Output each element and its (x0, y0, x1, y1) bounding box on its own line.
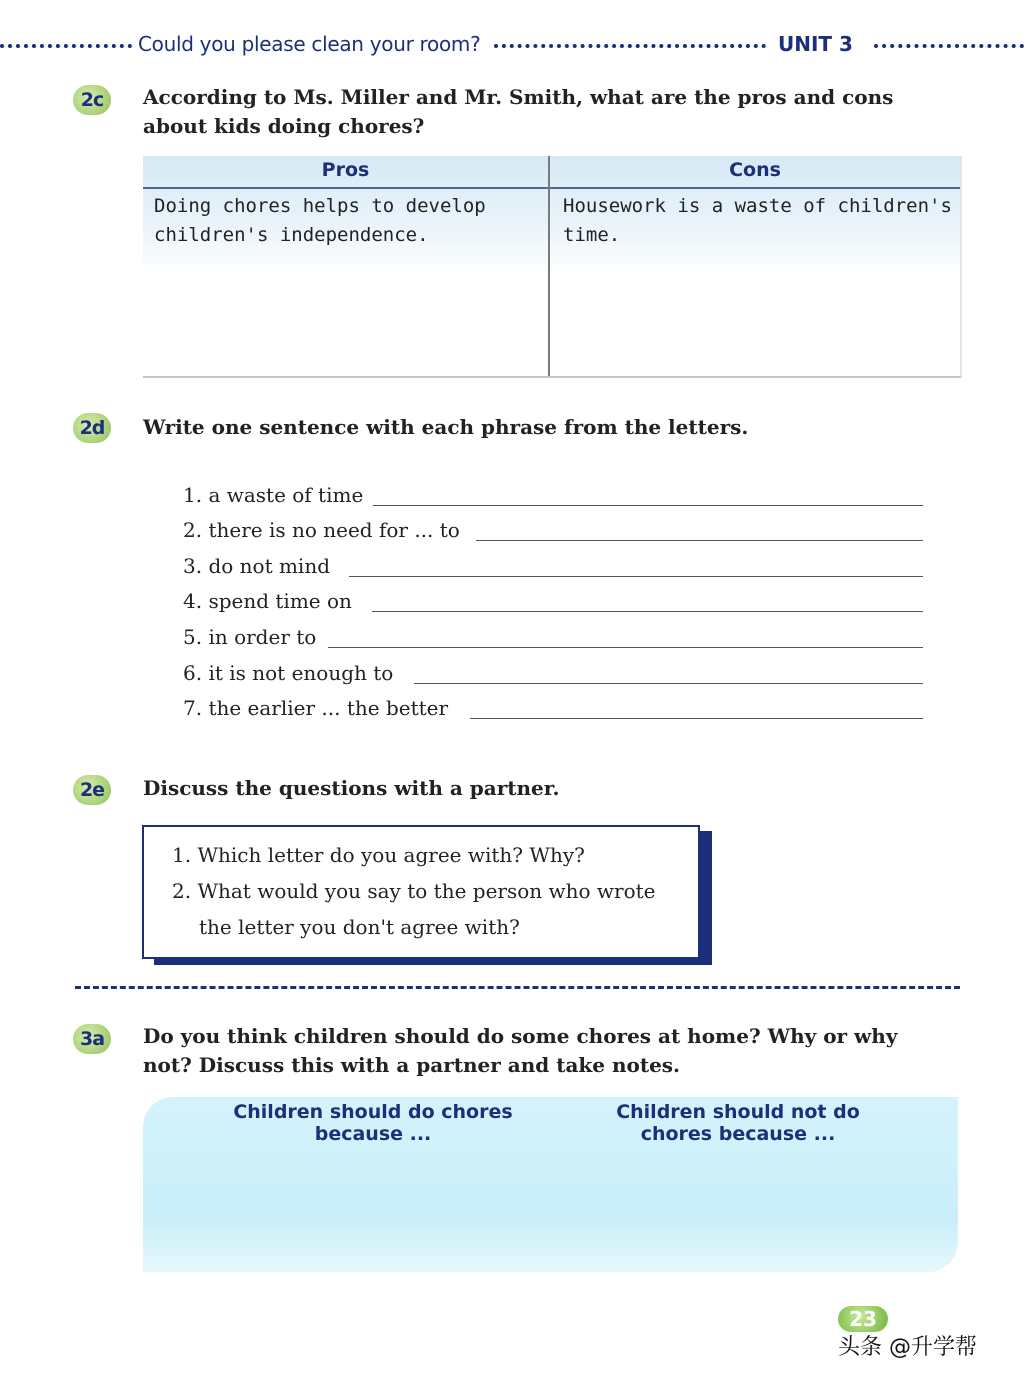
instruction-2c (143, 83, 893, 141)
header-dots-right (874, 44, 1024, 48)
cons-line1: Housework is a waste of children's (563, 195, 952, 217)
phrase-item-1: 1. a waste of time (183, 483, 364, 507)
answer-line-6[interactable] (414, 683, 923, 684)
answer-line-1[interactable] (373, 505, 923, 506)
notes-head-should (183, 1101, 563, 1145)
answer-line-4[interactable] (372, 611, 923, 612)
notes-head-should-line1: Children should do chores (233, 1101, 513, 1123)
answer-line-2[interactable] (476, 540, 923, 541)
cons-line2: time. (563, 224, 621, 246)
instruction-2e: Discuss the questions with a partner. (143, 776, 560, 800)
question-2-line1: 2. What would you say to the person who wrote (172, 879, 656, 903)
instruction-2d: Write one sentence with each phrase from the letters. (143, 415, 749, 439)
header-dots-left (0, 44, 132, 48)
notes-head-should-not-line1: Children should not do (616, 1101, 860, 1123)
pros-line1: Doing chores helps to develop (154, 195, 486, 217)
phrase-item-6: 6. it is not enough to (183, 661, 394, 685)
answer-line-7[interactable] (470, 718, 923, 719)
badge-2e: 2e (73, 775, 111, 805)
instruction-3a (143, 1022, 897, 1080)
pros-cell (154, 192, 486, 250)
pros-cons-table (143, 156, 962, 378)
phrase-item-5: 5. in order to (183, 625, 317, 649)
instruction-3a-line2: not? Discuss this with a partner and take notes. (143, 1053, 681, 1077)
cons-cell (563, 192, 952, 250)
notes-head-should-line2: because ... (314, 1123, 432, 1145)
pros-header: Pros (321, 159, 370, 181)
phrase-item-2: 2. there is no need for ... to (183, 518, 460, 542)
discussion-questions-box (142, 825, 700, 959)
phrase-item-7: 7. the earlier ... the better (183, 696, 449, 720)
instruction-3a-line1: Do you think children should do some chores at home? Why or why (143, 1024, 898, 1048)
question-2-line2: the letter you don't agree with? (199, 915, 520, 939)
watermark-text: 头条 @升学帮 (838, 1335, 977, 1360)
question-1: 1. Which letter do you agree with? Why? (172, 843, 585, 867)
phrase-item-4: 4. spend time on (183, 589, 352, 613)
answer-line-3[interactable] (349, 576, 923, 577)
phrase-item-3: 3. do not mind (183, 554, 331, 578)
cons-header: Cons (729, 159, 781, 181)
instruction-2c-line1: According to Ms. Miller and Mr. Smith, what are the pros and cons (143, 85, 894, 109)
table-column-divider (548, 156, 550, 376)
header-title: Could you please clean your room? (138, 32, 481, 56)
header-dots-middle (494, 44, 766, 48)
instruction-2c-line2: about kids doing chores? (143, 114, 425, 138)
answer-line-5[interactable] (328, 647, 923, 648)
notes-head-should-not-line2: chores because ... (640, 1123, 836, 1145)
page-header (0, 30, 1024, 62)
notes-head-should-not (573, 1101, 903, 1145)
notes-box[interactable] (143, 1097, 958, 1272)
pros-line2: children's independence. (154, 224, 429, 246)
badge-3a: 3a (73, 1024, 111, 1054)
page-number: 23 (838, 1306, 888, 1332)
section-divider (75, 986, 960, 989)
unit-label: UNIT 3 (778, 32, 853, 56)
badge-2d: 2d (73, 413, 111, 443)
badge-2c: 2c (73, 85, 111, 115)
table-header-rule (143, 187, 960, 189)
